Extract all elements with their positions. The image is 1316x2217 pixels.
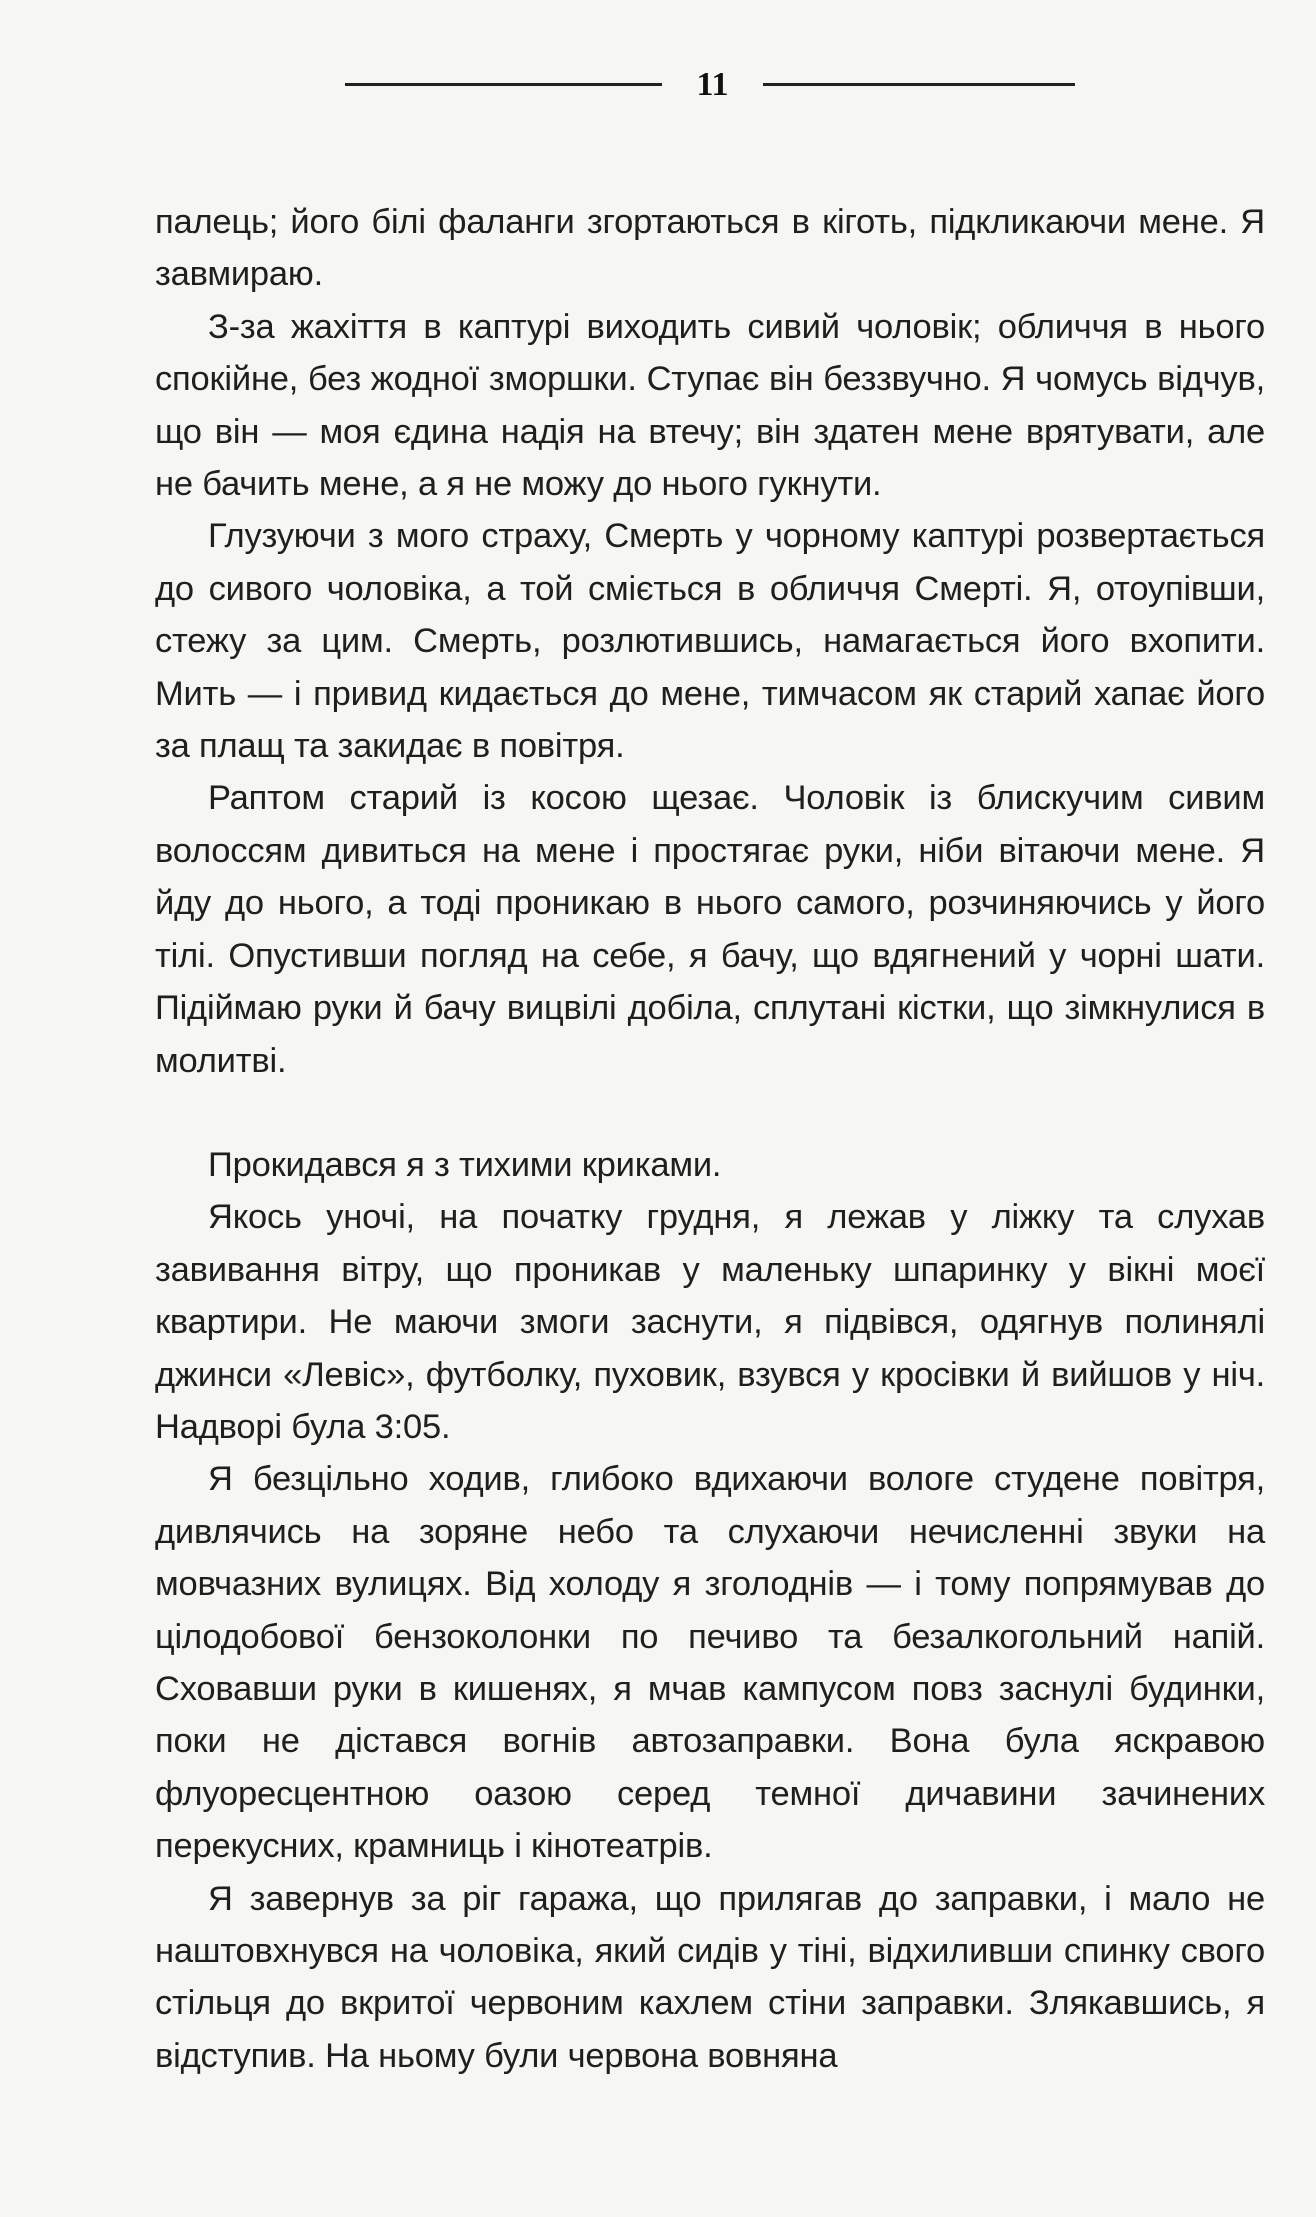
paragraph: Глузуючи з мого страху, Смерть у чорному каптурі розвертається до сивого чоловіка, а той сміється в обличчя Смерті. Я, отоупівши, стежу за цим. Смерть, розлютившись, намагається його вхопити. Мить — і привид кидається до мене, тимчасом як старий хапає його за плащ та закидає в повітря. — [155, 517, 1265, 766]
header-rule-left — [345, 83, 662, 86]
page-header — [0, 58, 1316, 118]
paragraph: Раптом старий із косою щезає. Чоловік із блискучим сивим волоссям дивиться на мене і простягає руки, ніби вітаючи мене. Я йду до нього, а тоді проникаю в нього самого, розчиняючись у його тілі. Опустивши погляд на себе, я бачу, що вдягнений у чорні шати. Підіймаю руки й бачу вицвілі добіла, сплутані кістки, що зімкнулися в молитві. — [155, 779, 1265, 1080]
paragraph: Прокидався я з тихими криками. — [208, 1145, 722, 1184]
paragraph: Я завернув за ріг гаража, що прилягав до заправки, і мало не наштовхнувся на чоловіка, який сидів у тіні, відхиливши спинку свого стільця до вкритої червоним кахлем стіни заправки. Злякавшись, я відступив. На ньому були червона вовняна — [155, 1879, 1265, 2075]
paragraph: Я безцільно ходив, глибоко вдихаючи вологе студене повітря, дивлячись на зоряне небо та слухаючи нечисленні звуки на мовчазних вулицях. Від холоду я зголоднів — і тому попрямував до цілодобової бензоколонки по печиво та безалкогольний напій. Сховавши руки в кишенях, я мчав кампусом повз заснулі будинки, поки не дістався вогнів автозаправки. Вона була яскравою флуоресцентною оазою серед темної дичавини зачинених перекусних, крамниць і кінотеатрів. — [155, 1460, 1265, 1866]
header-rule-right — [763, 83, 1075, 86]
paragraph: Якось уночі, на початку грудня, я лежав у ліжку та слухав завивання вітру, що проникав у маленьку шпаринку у вікні моєї квартири. Не маючи змоги заснути, я підвівся, одягнув полинялі джинси «Левіс», футболку, пуховик, взувся у кросівки й вийшов у ніч. Надворі була 3:05. — [155, 1198, 1265, 1446]
page-number: 11 — [696, 66, 729, 103]
body-text — [155, 196, 1265, 2082]
paragraph: палець; його білі фаланги згортаються в кіготь, підкликаючи мене. Я завмираю. — [155, 203, 1265, 294]
paragraph: З-за жахіття в каптурі виходить сивий чоловік; обличчя в нього спокійне, без жодної зморшки. Ступає він беззвучно. Я чомусь відчув, що він — моя єдина надія на втечу; він здатен мене врятувати, але не бачить мене, а я не можу до нього гукнути. — [155, 307, 1265, 504]
